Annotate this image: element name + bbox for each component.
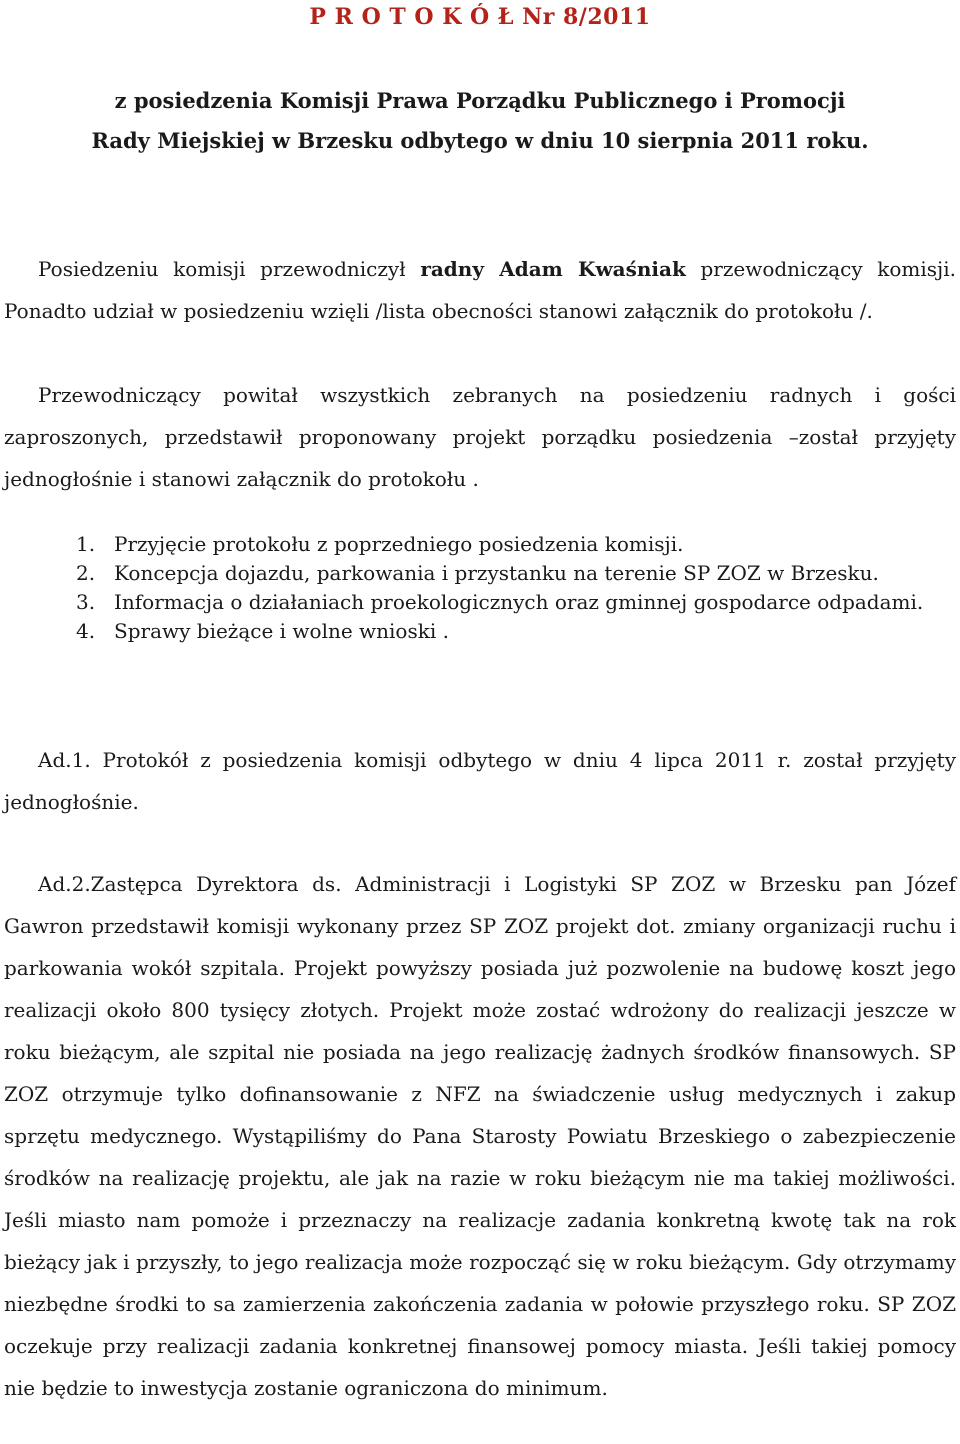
section-ad2: Ad.2.Zastępca Dyrektora ds. Administracji i Logistyki SP ZOZ w Brzesku pan Józef Gawron przedstawił komisji wykonany przez SP ZOZ projekt dot. zmiany organizacji ruchu i parkowania wokół szpitala. Projekt powyższy posiada już pozwolenie na budowę koszt jego realizacji około 800 tysięcy złotych. Projekt może zostać wdrożony do realizacji jeszcze w roku bieżącym, ale szpital nie posiada na jego realizację żadnych środków finansowych. SP ZOZ otrzymuje tylko dofinansowanie z NFZ na świadczenie usług medycznych i zakup sprzętu medycznego. Wystąpiliśmy do Pana Starosty Powiatu Brzeskiego o zabezpieczenie środków na realizację projektu, ale jak na razie w roku bieżącym nie ma takiej możliwości. Jeśli miasto nam pomoże i przeznaczy na realizacje zadania konkretną kwotę tak na rok bieżący jak i przyszły, to jego realizacja może rozpocząć się w roku bieżącym. Gdy otrzymamy niezbędne środki to sa zamierzenia zakończenia zadania w połowie przyszłego roku. SP ZOZ oczekuje przy realizacji zadania konkretnej finansowej pomocy miasta. Jeśli takiej pomocy nie będzie to inwestycja zostanie ograniczona do minimum. bbox=[4, 872, 956, 1400]
subtitle-line-2: Rady Miejskiej w Brzesku odbytego w dniu 10 sierpnia 2011 roku. bbox=[91, 128, 869, 153]
subtitle-line-1: z posiedzenia Komisji Prawa Porządku Publicznego i Promocji bbox=[114, 88, 846, 113]
chairman-name: radny Adam Kwaśniak bbox=[420, 257, 686, 281]
agenda-item bbox=[76, 617, 936, 646]
agenda-item-text: Koncepcja dojazdu, parkowania i przystanku na terenie SP ZOZ w Brzesku. bbox=[114, 561, 879, 585]
section-ad1: Ad.1. Protokół z posiedzenia komisji odbytego w dniu 4 lipca 2011 r. został przyjęty jednogłośnie. bbox=[4, 748, 956, 814]
agenda-item-number: 1. bbox=[76, 532, 96, 556]
document-title: P R O T O K Ó Ł Nr 8/2011 bbox=[309, 4, 651, 30]
intro-text-after: przewodniczący komisji. Ponadto udział w posiedzeniu wzięli /lista obecności stanowi załącznik do protokołu /. bbox=[4, 257, 956, 323]
agenda-item bbox=[76, 588, 936, 617]
agenda-item-text: Informacja o działaniach proekologicznych oraz gminnej gospodarce odpadami. bbox=[114, 590, 924, 614]
agenda-item bbox=[76, 559, 936, 588]
agenda-item-number: 2. bbox=[76, 561, 96, 585]
agenda-item-number: 3. bbox=[76, 590, 96, 614]
intro-paragraph-2: Przewodniczący powitał wszystkich zebranych na posiedzeniu radnych i gości zaproszonych, przedstawił proponowany projekt porządku posiedzenia –został przyjęty jednogłośnie i stanowi załącznik do protokołu . bbox=[4, 383, 956, 491]
agenda-list bbox=[76, 530, 936, 646]
document-subtitle bbox=[0, 81, 960, 161]
agenda-item bbox=[76, 530, 936, 559]
agenda-item-text: Sprawy bieżące i wolne wnioski . bbox=[114, 619, 449, 643]
intro-text-before: Posiedzeniu komisji przewodniczył bbox=[38, 257, 421, 281]
agenda-item-text: Przyjęcie protokołu z poprzedniego posiedzenia komisji. bbox=[114, 532, 684, 556]
agenda-item-number: 4. bbox=[76, 619, 96, 643]
intro-paragraph-1 bbox=[4, 248, 956, 332]
